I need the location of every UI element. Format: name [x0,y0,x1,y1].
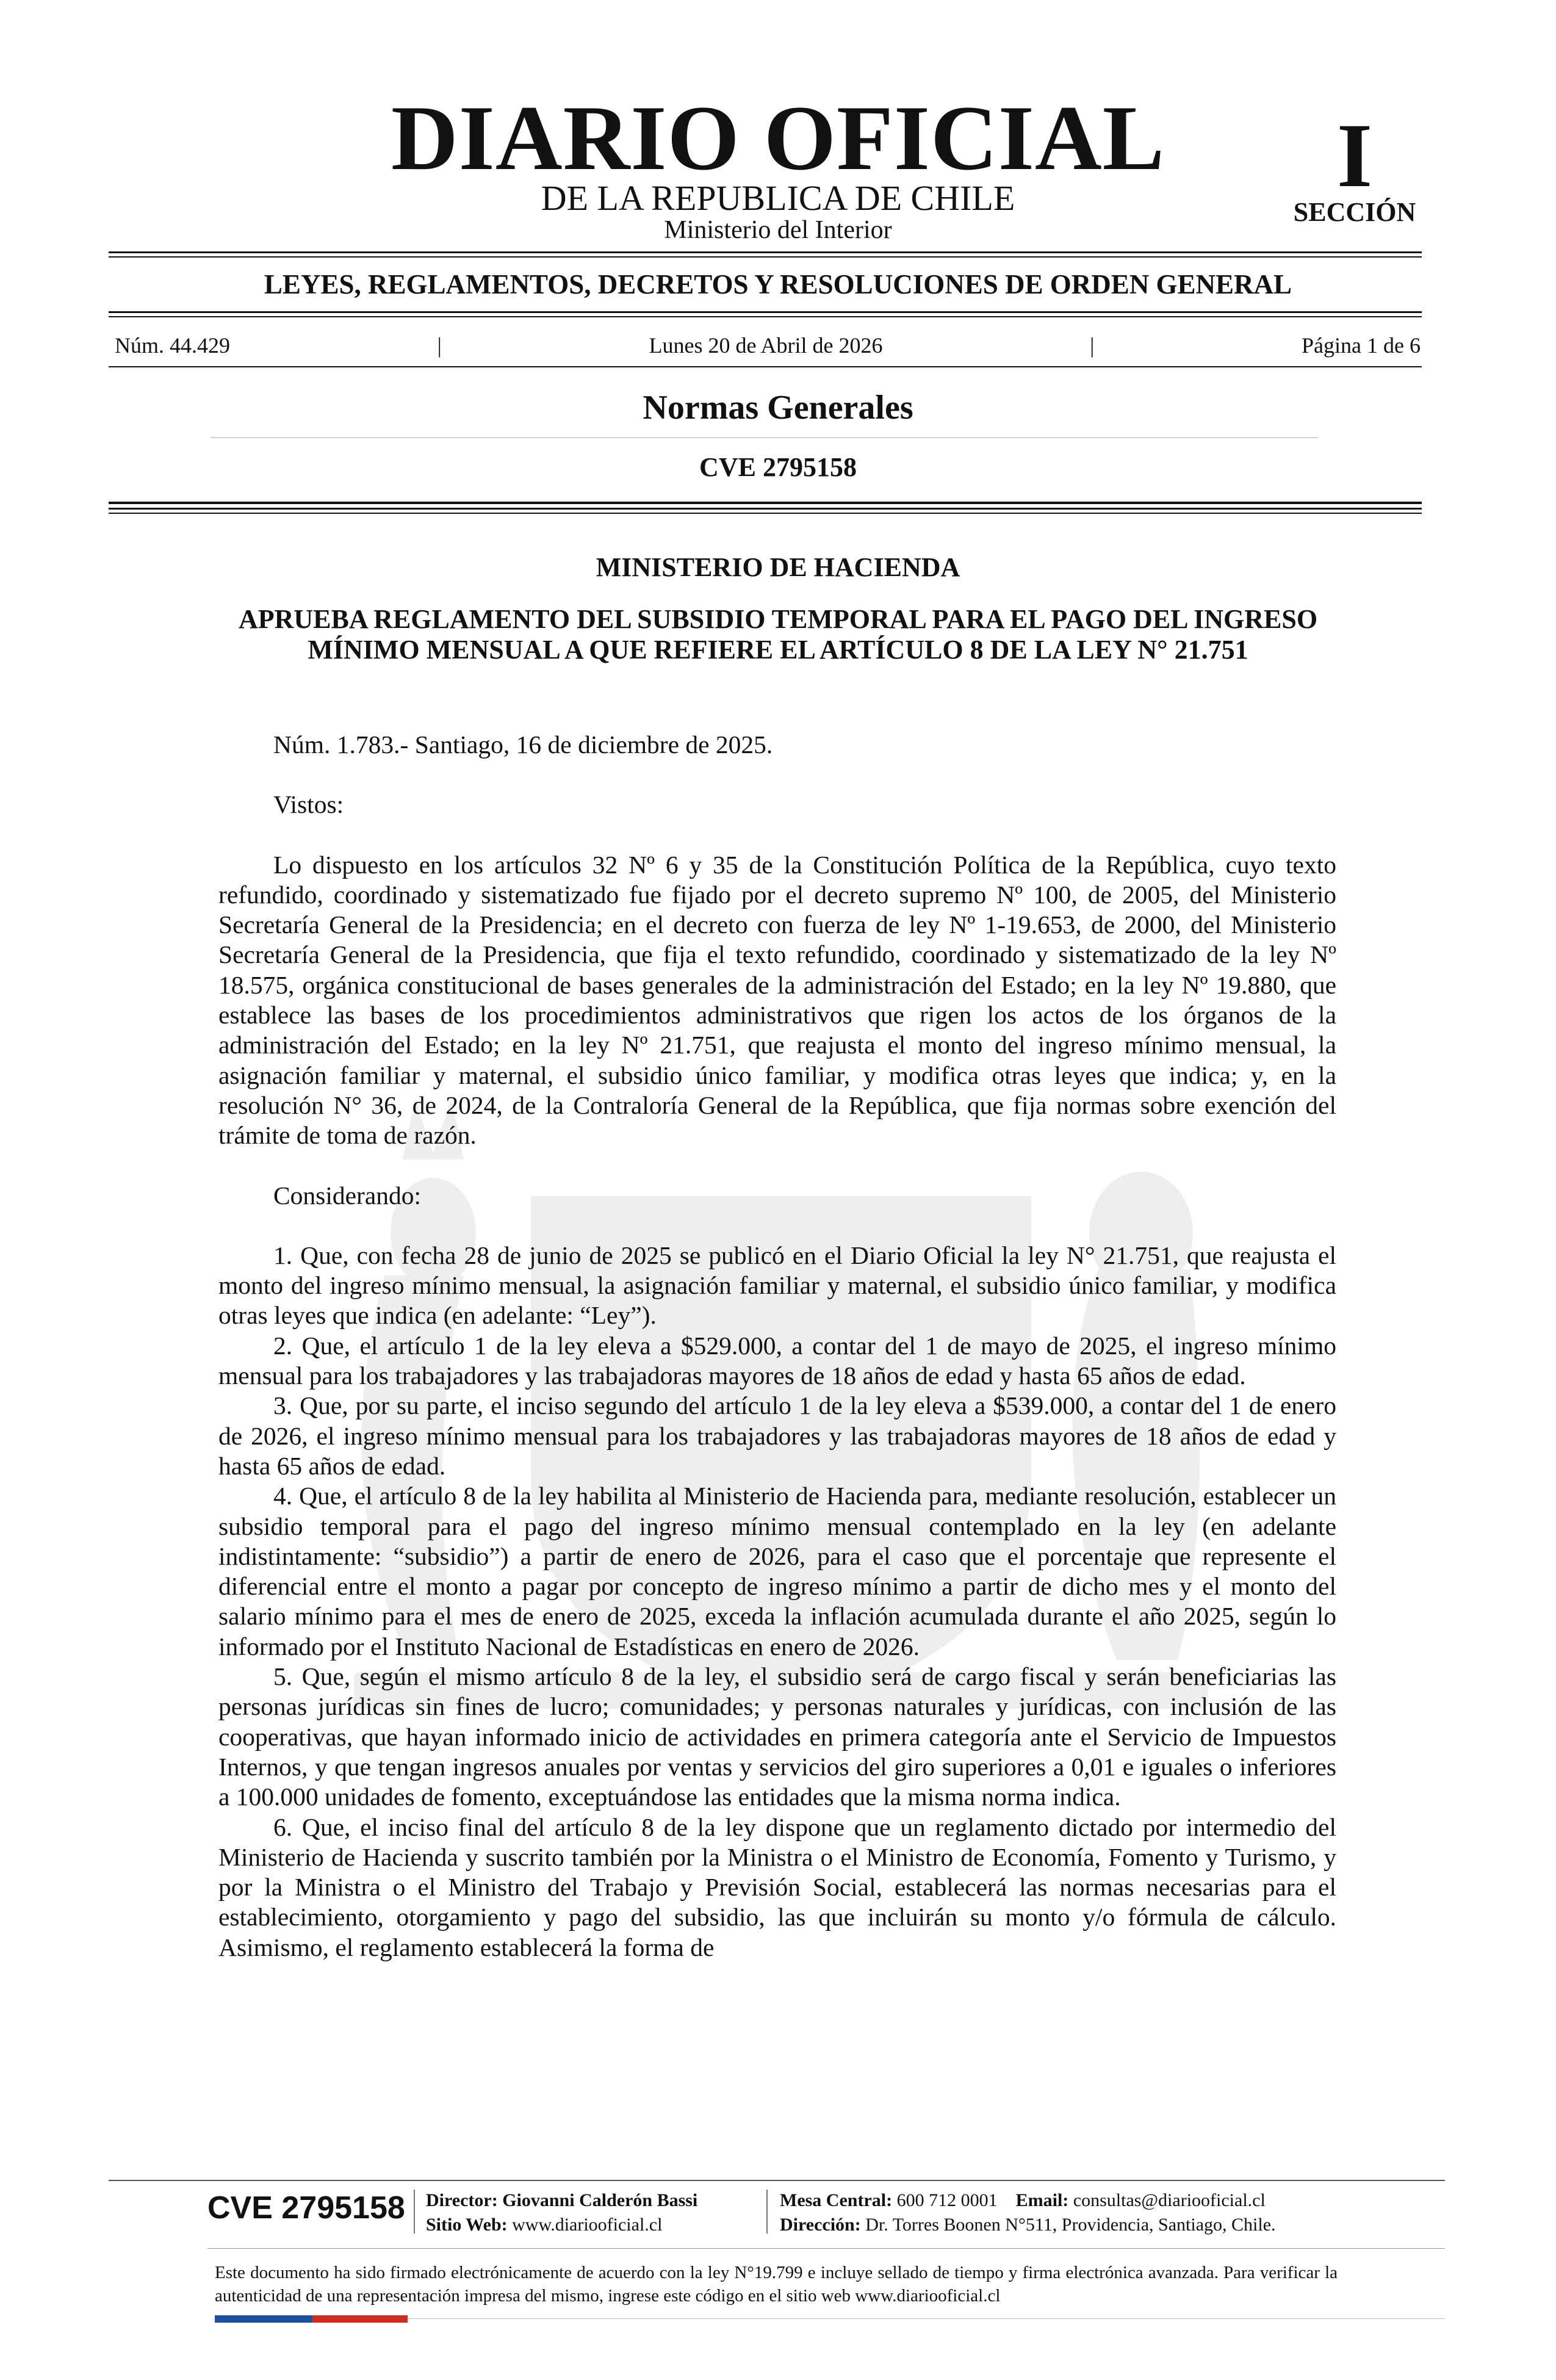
meta-separator: | [1090,333,1095,358]
considerando-item: 3. Que, por su parte, el inciso segundo del artículo 1 de la ley eleva a $539.000, a contar del 1 de enero de 2026, el ingreso mínimo mensual para los trabajadores y las trabajadoras mayores de 18 años de edad y hasta 65 años de edad. [218,1391,1336,1480]
footer-separator [766,2190,768,2234]
considerando-item: 4. Que, el artículo 8 de la ley habilita al Ministerio de Hacienda para, mediante resolución, establecer un subsidio temporal para el pago del ingreso mínimo mensual contemplado en la ley (en adelante indistintamente: “subsidio”) a partir de enero de 2026, para el caso que el porcentaje que represente el diferencial entre el monto a pagar por concepto de ingreso mínimo a partir de dicho mes y el monto del salario mínimo para el mes de enero de 2025, exceda la inflación acumulada durante el año 2025, según lo informado por el Instituto Nacional de Estadísticas en enero de 2026. [218,1482,1336,1661]
issue-number: Núm. 44.429 [115,333,230,358]
footer-contact-block [780,2188,1276,2237]
considerando-item: 1. Que, con fecha 28 de junio de 2025 se publicó en el Diario Oficial la ley N° 21.751, que reajusta el monto del ingreso mínimo mensual, la asignación familiar y maternal, el subsidio único familiar, y modifica otras leyes que indica (en adelante: “Ley”). [218,1241,1336,1330]
cve-code: CVE 2795158 [699,452,857,482]
footer-director-block [426,2188,697,2237]
decree-title: APRUEBA REGLAMENTO DEL SUBSIDIO TEMPORAL PARA EL PAGO DEL INGRESO MÍNIMO MENSUAL A QUE REFIERE EL ARTÍCULO 8 DE LA LEY N° 21.751 [238,604,1318,665]
issue-meta [115,334,1421,356]
issue-date: Lunes 20 de Abril de 2026 [649,333,883,358]
footer-note: Este documento ha sido firmado electrónicamente de acuerdo con la ley N°19.799 e incluye sellado de tiempo y firma electrónica avanzada. Para verificar la autenticidad de una representación impresa del mismo, ingrese este código en el sitio web www.diariooficial.cl [215,2263,1338,2306]
divider [109,316,1422,317]
divider [109,513,1422,514]
director-label: Director: [426,2190,498,2210]
phone-label: Mesa Central: [780,2190,893,2210]
section-number: I [1336,105,1373,206]
vistos-paragraph: Lo dispuesto en los artículos 32 Nº 6 y 35 de la Constitución Política de la República, cuyo texto refundido, coordinado y sistematizado fue fijado por el decreto supremo Nº 100, de 2005, del Ministerio Secretaría General de la Presidencia; en el decreto con fuerza de ley Nº 1-19.653, de 2000, del Ministerio Secretaría General de la Presidencia, que fija el texto refundido, coordinado y sistematizado de la ley Nº 18.575, orgánica constitucional de bases generales de la administración del Estado; en la ley Nº 19.880, que establece las bases de los procedimientos administrativos que rigen los actos de los órganos de la administración del Estado; en la ley Nº 21.751, que reajusta el monto del ingreso mínimo mensual, la asignación familiar y maternal, el subsidio único familiar, y modifica otras leyes que indica; y, en la resolución N° 36, de 2024, de la Contraloría General de la República, que fija normas sobre exención del trámite de toma de razón. [218,850,1336,1150]
footer-separator [414,2190,415,2234]
banner: LEYES, REGLAMENTOS, DECRETOS Y RESOLUCIONES DE ORDEN GENERAL [264,269,1292,300]
masthead-subtitle: DE LA REPUBLICA DE CHILE [541,178,1015,218]
decree-line: Núm. 1.783.- Santiago, 16 de diciembre de 2025. [273,730,773,759]
considerando-item: 2. Que, el artículo 1 de la ley eleva a $529.000, a contar del 1 de mayo de 2025, el ingreso mínimo mensual para los trabajadores y las trabajadoras mayores de 18 años de edad y hasta 65 años de edad. [218,1331,1336,1390]
divider [109,256,1422,258]
address-value: Dr. Torres Boonen N°511, Providencia, Santiago, Chile. [865,2215,1276,2235]
email-link[interactable]: consultas@diariooficial.cl [1073,2190,1266,2210]
divider [211,437,1318,438]
divider [109,366,1422,367]
divider [109,311,1422,313]
footer-divider [109,2180,1445,2181]
address-label: Dirección: [780,2215,861,2235]
footer-divider [408,2318,1445,2319]
issuing-ministry: MINISTERIO DE HACIENDA [596,552,960,582]
masthead-ministry: Ministerio del Interior [664,216,892,244]
section-label: SECCIÓN [1293,197,1416,227]
vistos-heading: Vistos: [273,790,344,819]
director-name: Giovanni Calderón Bassi [502,2190,698,2210]
flag-stripe-blue [215,2315,312,2323]
phone-value: 600 712 0001 [896,2190,998,2210]
divider [109,251,1422,253]
considerando-item: 5. Que, según el mismo artículo 8 de la ley, el subsidio será de cargo fiscal y serán beneficiarias las personas jurídicas sin fines de lucro; comunidades; y personas naturales y jurídicas, con inclusión de las cooperativas, que hayan informado inicio de actividades en primera categoría ante el Servicio de Impuestos Internos, y que tengan ingresos anuales por ventas y servicios del giro superiores a 0,01 e iguales o inferiores a 100.000 unidades de fomento, exceptuándose las entidades que la misma norma indica. [218,1662,1336,1811]
footer-cve: CVE 2795158 [207,2190,405,2226]
footer-divider [207,2248,1445,2249]
considerando-item: 6. Que, el inciso final del artículo 8 de la ley dispone que un reglamento dictado por intermedio del Ministerio de Hacienda y suscrito también por la Ministra o el Ministro de Economía, Fomento y Turismo, y por la Ministra o el Ministro del Trabajo y Previsión Social, establecerá las normas necesarias para el establecimiento, otorgamiento y pago del subsidio, las que incluirán su monto y/o fórmula de cálculo. Asimismo, el reglamento establecerá la forma de [218,1812,1336,1961]
considerando-heading: Considerando: [273,1181,422,1210]
section-title: Normas Generales [643,389,913,427]
divider [109,502,1422,504]
email-label: Email: [1015,2190,1069,2210]
divider [109,508,1422,510]
document-body [218,730,1336,1963]
page-number: Página 1 de 6 [1302,333,1421,358]
meta-separator: | [437,333,442,358]
site-label: Sitio Web: [426,2215,508,2235]
masthead-title: DIARIO OFICIAL [391,87,1165,189]
flag-stripe-red [312,2315,408,2323]
site-link[interactable]: www.diariooficial.cl [512,2215,663,2235]
